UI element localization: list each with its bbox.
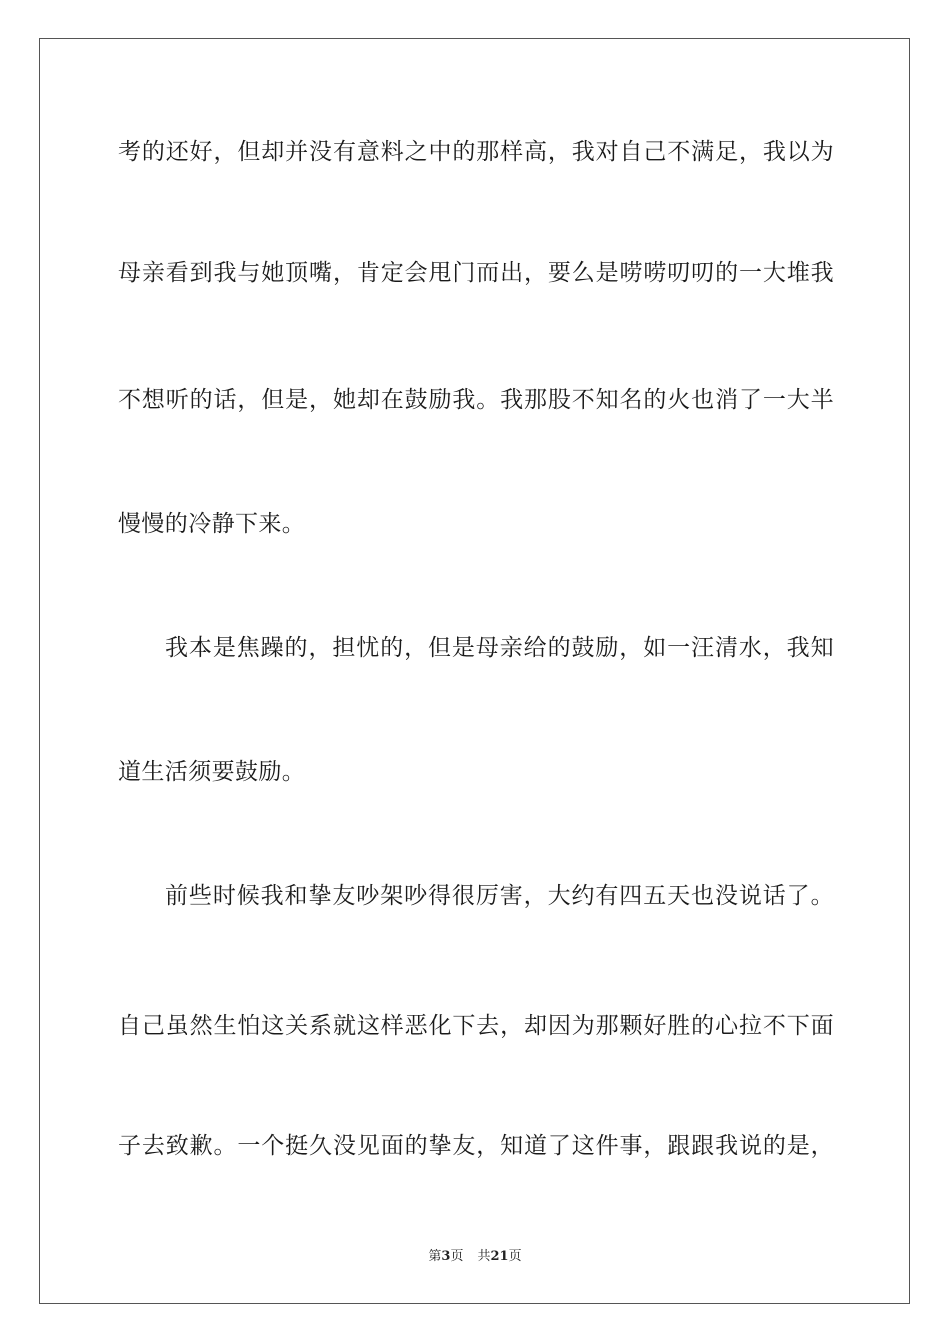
total-suffix: 页 <box>508 1249 522 1264</box>
text-line-8: 自己虽然生怕这关系就这样恶化下去，却因为那颗好胜的心拉不下面 <box>118 1013 834 1039</box>
text-line-6: 道生活须要鼓励。 <box>118 759 306 785</box>
page-footer <box>0 1248 950 1266</box>
text-line-1: 考的还好，但却并没有意料之中的那样高，我对自己不满足，我以为 <box>118 139 834 165</box>
page-suffix: 页 <box>450 1249 464 1264</box>
text-line-9: 子去致歉。一个挺久没见面的挚友，知道了这件事，跟跟我说的是， <box>118 1133 834 1159</box>
current-page-number: 3 <box>441 1249 451 1264</box>
text-line-4: 慢慢的冷静下来。 <box>118 511 306 537</box>
text-line-3: 不想听的话，但是，她却在鼓励我。我那股不知名的火也消了一大半 <box>118 387 834 413</box>
total-page-number: 21 <box>490 1249 509 1264</box>
text-line-7: 前些时候我和挚友吵架吵得很厉害，大约有四五天也没说话了。 <box>165 883 834 909</box>
total-prefix: 共 <box>477 1249 491 1264</box>
page-border <box>39 38 910 1304</box>
text-line-2: 母亲看到我与她顶嘴，肯定会甩门而出，要么是唠唠叨叨的一大堆我 <box>118 260 834 286</box>
text-line-5: 我本是焦躁的，担忧的，但是母亲给的鼓励，如一汪清水，我知 <box>165 635 834 661</box>
page-prefix: 第 <box>428 1249 442 1264</box>
